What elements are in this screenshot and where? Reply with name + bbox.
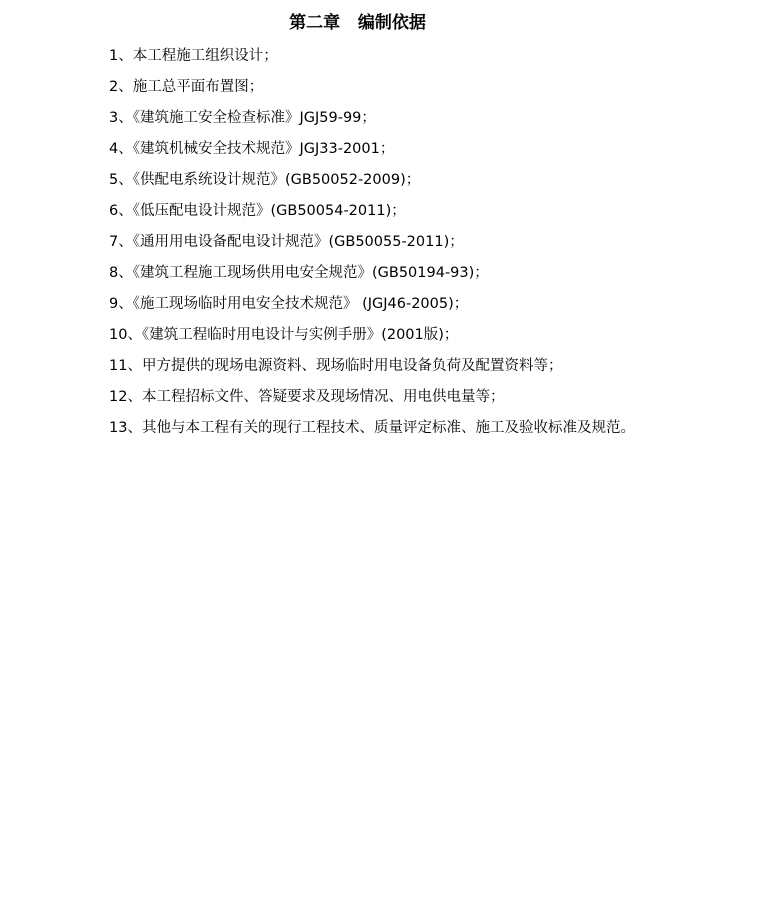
list-item: 7、《通用用电设备配电设计规范》(GB50055-2011)； [109, 234, 464, 250]
list-item: 4、《建筑机械安全技术规范》JGJ33-2001； [109, 141, 395, 157]
list-item: 12、本工程招标文件、答疑要求及现场情况、用电供电量等； [109, 389, 505, 405]
list-item: 6、《低压配电设计规范》(GB50054-2011)； [109, 203, 406, 219]
list-item: 8、《建筑工程施工现场供用电安全规范》(GB50194-93)； [109, 265, 489, 281]
list-item: 10、《建筑工程临时用电设计与实例手册》(2001版)； [109, 327, 459, 343]
list-item: 13、其他与本工程有关的现行工程技术、质量评定标准、施工及验收标准及规范。 [109, 420, 635, 436]
chapter-title: 第二章 编制依据 [289, 13, 426, 33]
list-item: 2、施工总平面布置图； [109, 79, 264, 95]
list-item: 9、《施工现场临时用电安全技术规范》 (JGJ46-2005)； [109, 296, 469, 312]
basis-list [109, 45, 635, 448]
list-item: 11、甲方提供的现场电源资料、现场临时用电设备负荷及配置资料等； [109, 358, 563, 374]
list-item: 1、本工程施工组织设计； [109, 48, 278, 64]
list-item: 5、《供配电系统设计规范》(GB50052-2009)； [109, 172, 421, 188]
list-item: 3、《建筑施工安全检查标准》JGJ59-99； [109, 110, 376, 126]
